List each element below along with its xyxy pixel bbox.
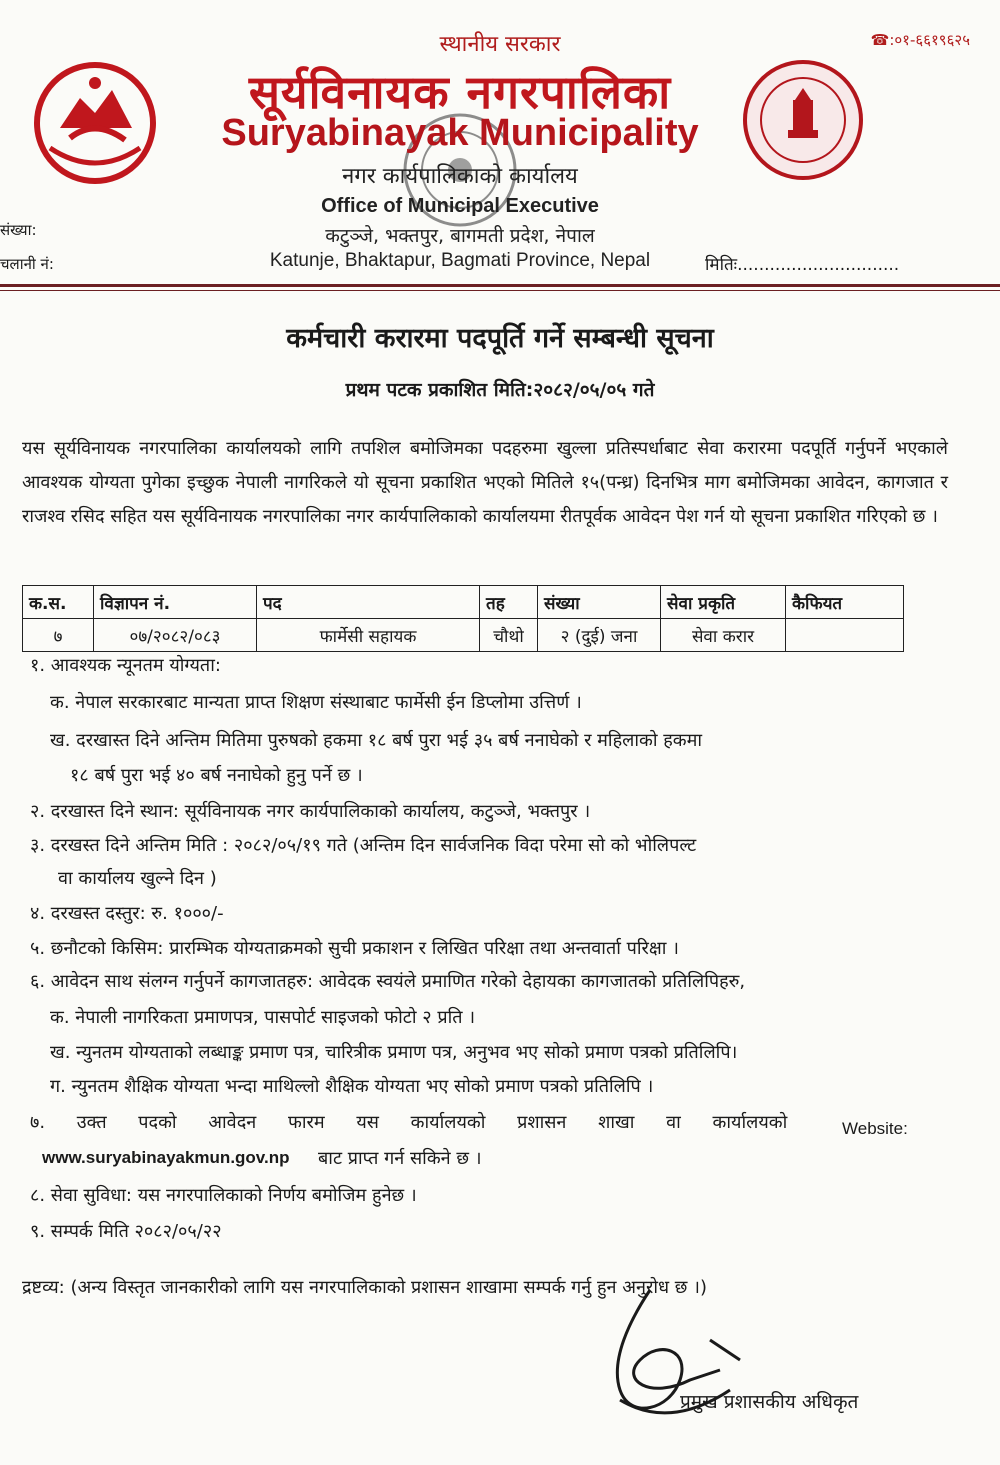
item-1a: क. नेपाल सरकारबाट मान्यता प्राप्त शिक्षण संस्थाबाट फार्मेसी ईन डिप्लोमा उत्तिर्ण ।: [50, 692, 582, 713]
item-1b-line1: ख. दरखास्त दिने अन्तिम मितिमा पुरुषको हकमा १८ बर्ष पुरा भई ३५ बर्ष ननाघेको र महिलाको हकमा: [50, 730, 703, 751]
item-6: ६. आवेदन साथ संलग्न गर्नुपर्ने कागजातहरु: आवेदक स्वयंले प्रमाणित गरेको देहायका कागजातको प्रतिलिपिहरु,: [30, 971, 746, 992]
table-row: [23, 619, 904, 652]
item-9: ९. सम्पर्क मिति २०८२/०५/२२: [30, 1221, 222, 1242]
cell-level: चौथो: [480, 619, 538, 652]
address-english: Katunje, Bhaktapur, Bagmati Province, Nepal: [269, 250, 651, 271]
website-link[interactable]: www.suryabinayakmun.gov.np: [42, 1148, 290, 1167]
header-service-type: सेवा प्रकृति: [661, 586, 786, 619]
notice-intro: यस सूर्यविनायक नगरपालिका कार्यालयको लागि तपशिल बमोजिमका पदहरुमा खुल्ला प्रतिस्पर्धाबाट सेवा करारमा पदपूर्ति गर्नुपर्ने भएकाले आवश्यक योग्यता पुगेका इच्छुक नेपाली नागरिकले यो सूचना प्रकाशित भएको मितिले १५(पन्ध्र) दिनभित्र माग बमोजिमका आवेदन, कागजात र राजश्व रसिद सहित यस सूर्यविनायक नगरपालिका नगर कार्यपालिकाको कार्यालयमा रीतपूर्वक आवेदन पेश गर्न यो सूचना प्रकाशित गरिएको छ ।: [22, 438, 948, 527]
municipality-seal-logo: [738, 55, 868, 185]
header-divider: [0, 284, 1000, 287]
item-8: ८. सेवा सुविधा: यस नगरपालिकाको निर्णय बमोजिम हुनेछ ।: [30, 1185, 417, 1206]
header-sn: क.स.: [23, 586, 94, 619]
item-7-website-label: Website:: [842, 1119, 908, 1138]
item-6c: ग. न्युनतम शैक्षिक योग्यता भन्दा माथिल्लो शैक्षिक योग्यता भए सोको प्रमाण पत्रको प्रतिलिपि ।: [50, 1076, 654, 1097]
item-5: ५. छनौटको किसिम: प्रारम्भिक योग्यताक्रमको सुची प्रकाशन र लिखित परिक्षा तथा अन्तवार्ता परिक्षा ।: [30, 938, 679, 959]
item-7-line2: बाट प्राप्त गर्न सकिने छ ।: [318, 1148, 482, 1169]
date-field: मितिः..............................: [705, 255, 900, 275]
header-divider-thin: [0, 290, 1000, 291]
officer-title: प्रमुख प्रशासकीय अधिकृत: [680, 1391, 859, 1413]
phone-number: ☎:०१-६६१९६२५: [870, 31, 970, 49]
letter-number-label: संख्या:: [0, 221, 37, 239]
office-name-english: Office of Municipal Executive: [321, 195, 599, 217]
vacancy-table: [22, 585, 904, 652]
header-ad-no: विज्ञापन नं.: [94, 586, 257, 619]
office-name-nepali: नगर कार्यपालिकाको कार्यालय: [342, 164, 578, 189]
item-6a: क. नेपाली नागरिकता प्रमाणपत्र, पासपोर्ट साइजको फोटो २ प्रति ।: [50, 1007, 476, 1028]
header-post: पद: [257, 586, 480, 619]
item-3-line2: वा कार्यालय खुल्ने दिन ): [58, 868, 217, 889]
item-2: २. दरखास्त दिने स्थान: सूर्यविनायक नगर कार्यपालिकाको कार्यालय, कटुञ्जे, भक्तपुर ।: [30, 801, 591, 822]
header-level: तह: [480, 586, 538, 619]
cell-count: २ (दुई) जना: [538, 619, 661, 652]
published-date: प्रथम पटक प्रकाशित मिति:२०८२/०५/०५ गते: [345, 379, 655, 401]
reference-number-label: चलानी नं:: [0, 255, 54, 273]
officer-signature: [590, 1280, 760, 1440]
header-count: संख्या: [538, 586, 661, 619]
item-1: १. आवश्यक न्यूनतम योग्यता:: [30, 655, 221, 676]
item-1b-line2: १८ बर्ष पुरा भई ४० बर्ष ननाघेको हुनु पर्ने छ ।: [70, 765, 363, 786]
item-6b: ख. न्युनतम योग्यताको लब्धाङ्क प्रमाण पत्र, चारित्रीक प्रमाण पत्र, अनुभव भए सोको प्रमाण पत्रको प्रतिलिपि।: [50, 1042, 738, 1063]
cell-sn: ७: [23, 619, 94, 652]
nepal-emblem-logo: [30, 58, 160, 188]
item-7-line1: ७. उक्त पदको आवेदन फारम यस कार्यालयको प्रशासन शाखा वा कार्यालयको: [30, 1112, 788, 1133]
note: द्रष्टव्य: (अन्य विस्तृत जानकारीको लागि यस नगरपालिकाको प्रशासन शाखामा सम्पर्क गर्नु हुन अनुरोध छ ।): [22, 1277, 707, 1298]
cell-ad-no: ०७/२०८२/०८३: [94, 619, 257, 652]
cell-service-type: सेवा करार: [661, 619, 786, 652]
item-4: ४. दरखस्त दस्तुर: रु. १०००/-: [30, 903, 224, 924]
header-remarks: कैफियत: [786, 586, 904, 619]
municipality-name-english: Suryabinayak Municipality: [221, 112, 699, 154]
local-government-label: स्थानीय सरकार: [439, 32, 561, 57]
item-3-line1: ३. दरखस्त दिने अन्तिम मिति : २०८२/०५/१९ गते (अन्तिम दिन सार्वजनिक विदा परेमा सो को भोलिपल्ट: [30, 835, 697, 856]
notice-title: कर्मचारी करारमा पदपूर्ति गर्ने सम्बन्धी सूचना: [286, 323, 714, 354]
address-nepali: कटुञ्जे, भक्तपुर, बागमती प्रदेश, नेपाल: [325, 225, 595, 247]
cell-post: फार्मेसी सहायक: [257, 619, 480, 652]
table-header-row: [23, 586, 904, 619]
cell-remarks: [786, 619, 904, 652]
municipality-name-nepali: सूर्यविनायक नगरपालिका: [248, 65, 672, 119]
